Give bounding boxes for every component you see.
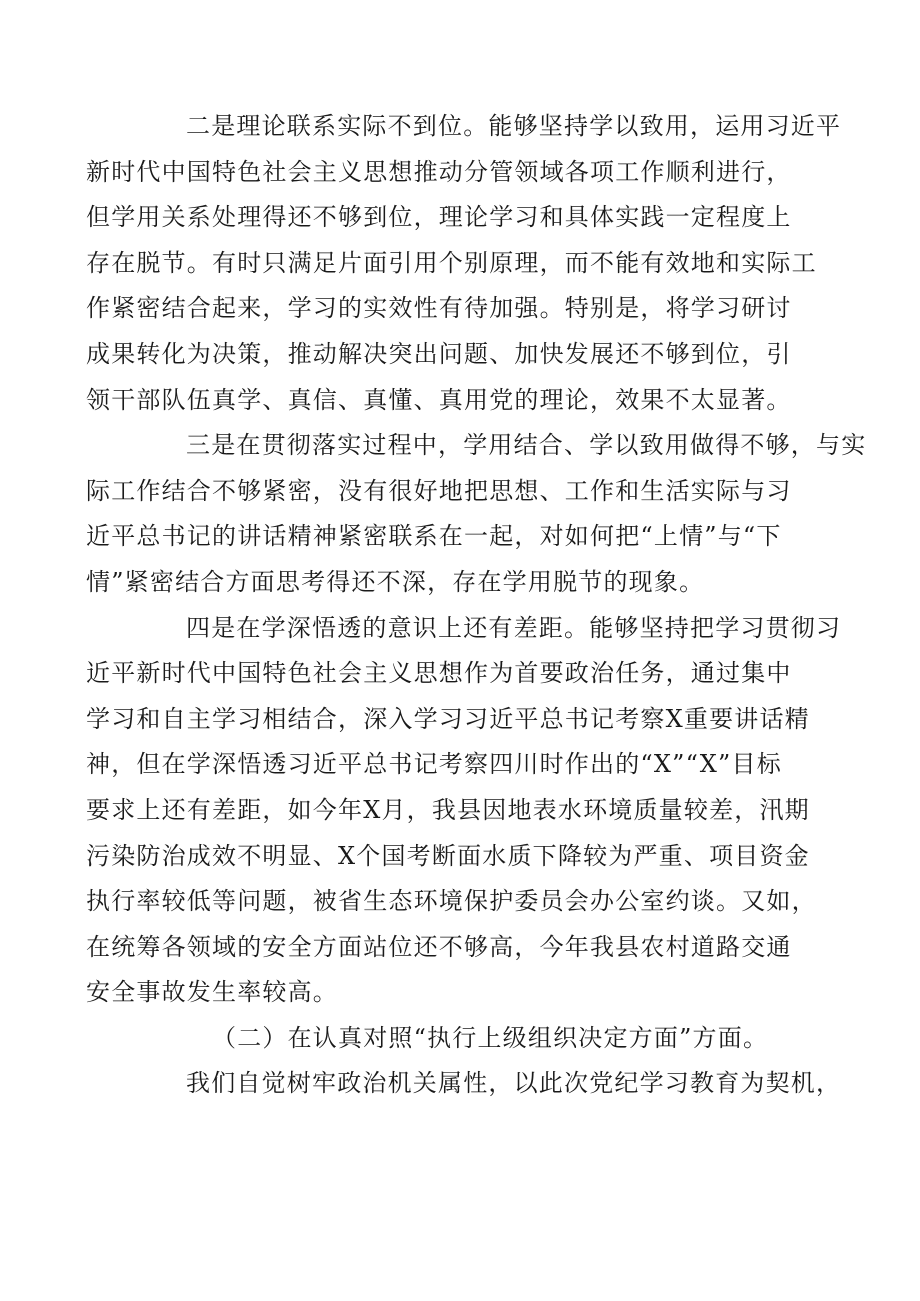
text-line: 际工作结合不够紧密，没有很好地把思想、工作和生活实际与习 <box>86 476 792 505</box>
text-line: 新时代中国特色社会主义思想推动分管领域各项工作顺利进行， <box>86 157 792 186</box>
text-line: 执行率较低等问题，被省生态环境保护委员会办公室约谈。又如， <box>86 887 817 916</box>
text-line: 存在脱节。有时只满足片面引用个别原理，而不能有效地和实际工 <box>86 248 817 277</box>
document-body <box>86 104 867 1107</box>
section-heading <box>136 1016 796 1062</box>
text-line: 成果转化为决策，推动解决突出问题、加快发展还不够到位，引 <box>86 339 792 368</box>
text-line: 四是在学深悟透的意识上还有差距。能够坚持把学习贯彻习 <box>186 613 842 642</box>
paragraph-implementation <box>86 423 867 605</box>
text-line: 在统筹各领域的安全方面站位还不够高，今年我县农村道路交通 <box>86 932 792 961</box>
text-line: 污染防治成效不明显、X个国考断面水质下降较为严重、项目资金 <box>86 841 810 870</box>
text-line: 三是在贯彻落实过程中，学用结合、学以致用做得不够，与实 <box>186 431 867 460</box>
heading-text: （二）在认真对照“执行上级组织决定方面”方面。 <box>212 1023 769 1052</box>
text-line: 领干部队伍真学、真信、真懂、真用党的理论，效果不太显著。 <box>86 385 792 414</box>
text-line: 学习和自主学习相结合，深入学习习近平总书记考察X重要讲话精 <box>86 704 810 733</box>
text-line: 近平总书记的讲话精神紧密联系在一起，对如何把“上情”与“下 <box>86 522 782 551</box>
text-line: 但学用关系处理得还不够到位，理论学习和具体实践一定程度上 <box>86 203 792 232</box>
text-line: 我们自觉树牢政治机关属性，以此次党纪学习教育为契机， <box>186 1069 842 1098</box>
text-line: 情”紧密结合方面思考得还不深，存在学用脱节的现象。 <box>86 567 705 596</box>
text-line: 神，但在学深悟透习近平总书记考察四川时作出的“X”“X”目标 <box>86 750 782 779</box>
text-line: 近平新时代中国特色社会主义思想作为首要政治任务，通过集中 <box>86 659 792 688</box>
text-line: 二是理论联系实际不到位。能够坚持学以致用，运用习近平 <box>186 112 842 140</box>
text-line: 作紧密结合起来，学习的实效性有待加强。特别是，将学习研讨 <box>86 294 792 323</box>
text-line: 要求上还有差距，如今年X月，我县因地表水环境质量较差，汛期 <box>86 795 810 824</box>
paragraph-theory-practice <box>86 104 842 423</box>
paragraph-political-organ <box>136 1061 842 1107</box>
text-line: 安全事故发生率较高。 <box>86 978 338 1007</box>
paragraph-deep-understanding <box>86 606 842 1016</box>
